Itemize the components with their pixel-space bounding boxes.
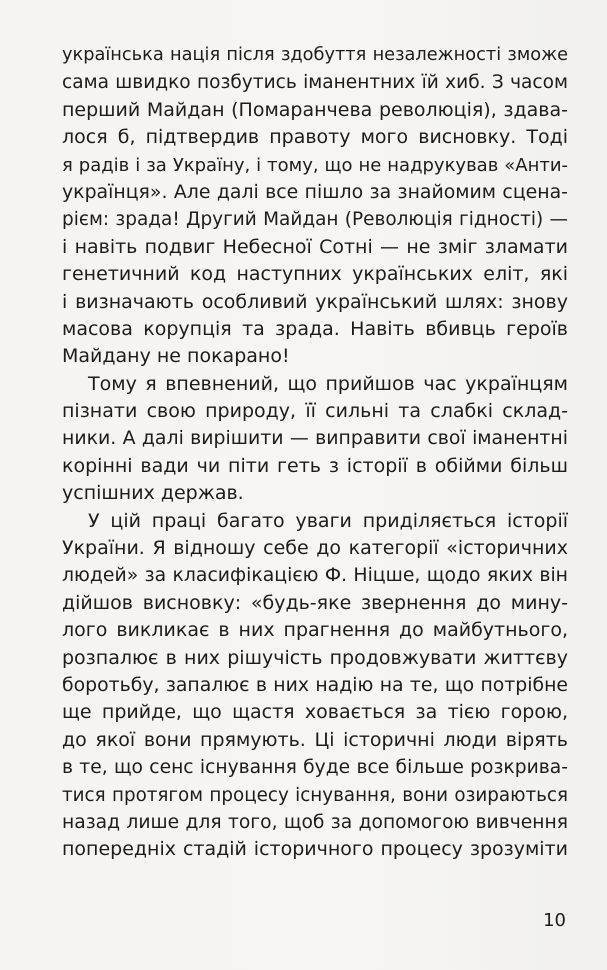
text-line: України. Я відношу себе до категорії «історичних: [62, 537, 568, 560]
text-line: в те, що сенс існування буде все більше розкрива-: [62, 757, 568, 779]
text-line: перший Майдан (Помаранчева революція), здава-: [62, 98, 568, 121]
paragraph: [62, 42, 568, 371]
text-line: лого викликає в них прагнення до майбутнього,: [62, 619, 568, 642]
text-line: корінні вади чи піти геть з історії в обійми більш: [62, 454, 568, 477]
text-line: і визначають особливий український шлях: знову: [62, 290, 568, 313]
text-line: тися протягом процесу існування, вони озираються: [62, 784, 568, 806]
text-line: успішних держав.: [62, 482, 244, 505]
body-text: [62, 42, 568, 864]
text-line: українська нація після здобуття незалежності зможе: [62, 45, 568, 65]
text-line: рієм: зрада! Другий Майдан (Революція гідності) —: [62, 209, 568, 231]
text-line: пізнати свою природу, її сильні та слабкі склад-: [62, 400, 568, 423]
text-line: лося б, підтвердив правоту мого висновку. Тоді: [62, 126, 568, 149]
text-line: ще прийде, що щастя ховається за тією горою,: [62, 701, 568, 724]
paragraph: [62, 508, 568, 864]
page-number: 10: [543, 910, 566, 931]
paragraph: [62, 371, 568, 508]
text-line: У цій праці багато уваги приділяється історії: [88, 509, 568, 532]
text-line: масова корупція та зрада. Навіть вбивць героїв: [62, 317, 568, 340]
text-line: я радів і за Україну, і тому, що не надрукував «Анти-: [62, 154, 568, 176]
text-line: Майдану не покарано!: [62, 345, 290, 368]
text-line: дійшов висновку: «будь-яке звернення до мину-: [62, 591, 568, 614]
text-line: ники. А далі вирішити — виправити свої іманентні: [62, 427, 568, 450]
text-line: до якої вони прямують. Ці історичні люди вірять: [62, 728, 568, 751]
text-line: людей» за класифікацією Ф. Ніцше, щодо яких він: [62, 565, 568, 587]
text-line: генетичний код наступних українських еліт, які: [62, 263, 568, 286]
text-line: Тому я впевнений, що прийшов час українцям: [88, 372, 568, 395]
text-line: сама швидко позбутись іманентних їй хиб. З часом: [62, 72, 568, 94]
text-line: боротьбу, запалює в них надію на те, що потрібне: [62, 674, 568, 696]
text-line: попередніх стадій історичного процесу зрозуміти: [62, 838, 568, 861]
text-line: розпалює в них рішучість продовжувати життєву: [62, 646, 568, 669]
text-line: українця». Але далі все пішло за знайомим сцена-: [62, 180, 568, 203]
text-line: і навіть подвиг Небесної Сотні — не зміг зламати: [62, 235, 568, 258]
text-line: назад лише для того, щоб за допомогою вивчення: [62, 811, 568, 833]
